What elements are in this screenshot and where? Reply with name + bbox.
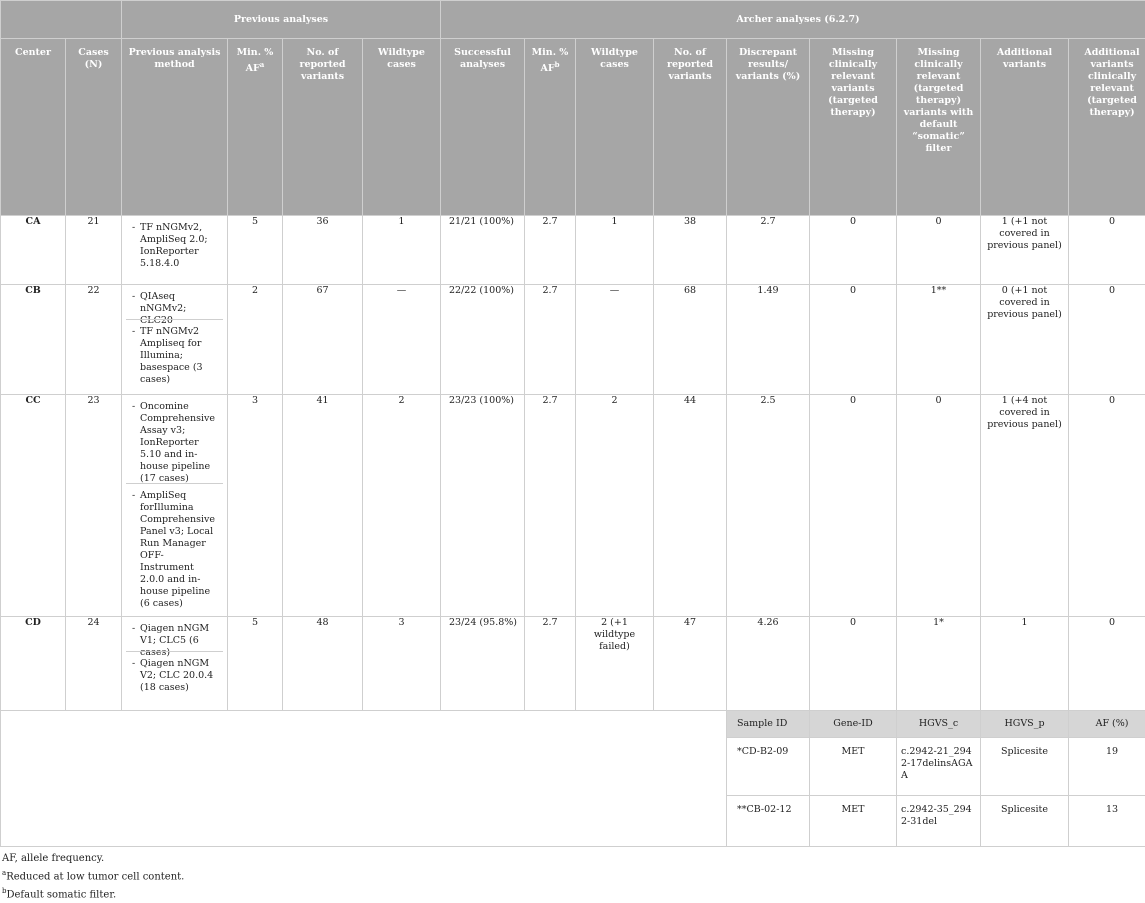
subtable-header-gene-id: Gene-ID: [810, 711, 897, 738]
subtable-af: 13: [1069, 796, 1145, 847]
col-header-previous-variants: No. of reported variants: [283, 39, 363, 216]
col-header-missing: Missing clinically relevant variants (targeted therapy): [810, 39, 897, 216]
col-header-archer-wildtype: Wildtype cases: [576, 39, 654, 216]
missing-somatic-cell: 0: [897, 395, 981, 617]
subtable-hgvs-p: Splicesite: [981, 796, 1069, 847]
footnote-b: [2, 884, 1145, 902]
archer-wildtype-cell: 2 (+1 wildtype failed): [576, 617, 654, 711]
archer-wildtype-cell: 1: [576, 216, 654, 285]
footnote-marker-b: b: [555, 60, 560, 69]
footnote-marker-a: a: [260, 60, 265, 69]
group-header-blank: [1, 1, 122, 39]
subtable-blank-area: [1, 711, 727, 847]
successful-cell: 23/24 (95.8%): [441, 617, 525, 711]
successful-cell: 23/23 (100%): [441, 395, 525, 617]
footnote-b-text: Default somatic filter.: [6, 890, 116, 901]
prev-min-af-cell: 2: [228, 285, 283, 395]
subtable-header-af: AF (%): [1069, 711, 1145, 738]
subtable-hgvs-p: Splicesite: [981, 738, 1069, 796]
prev-variants-cell: 48: [283, 617, 363, 711]
footnote-af: AF, allele frequency.: [2, 851, 1145, 866]
archer-min-af-cell: 2.7: [525, 216, 576, 285]
col-header-previous-min-af: [228, 39, 283, 216]
cases-cell: 23: [66, 395, 122, 617]
additional-relevant-cell: 0: [1069, 216, 1145, 285]
additional-relevant-cell: 0: [1069, 617, 1145, 711]
subtable-sample-id: **CB-02-12: [727, 796, 810, 847]
archer-min-af-cell: 2.7: [525, 617, 576, 711]
prev-min-af-cell: 5: [228, 617, 283, 711]
missing-cell: 0: [810, 395, 897, 617]
method-cell: [122, 285, 228, 395]
center-cell: CC: [1, 395, 66, 617]
prev-wildtype-cell: —: [363, 285, 441, 395]
discrepant-cell: 1.49: [727, 285, 810, 395]
cases-cell: 21: [66, 216, 122, 285]
prev-wildtype-cell: 2: [363, 395, 441, 617]
cases-cell: 22: [66, 285, 122, 395]
method-item: - AmpliSeq forIllumina Comprehensive Panel v3; Local Run Manager OFF-Instrument 2.0.0 and in-house pipeline (6 cases): [126, 483, 223, 616]
subtable-header-row: [1, 711, 1145, 738]
center-cell: CA: [1, 216, 66, 285]
method-item: - Oncomine Comprehensive Assay v3; IonReporter 5.10 and in-house pipeline (17 cases): [126, 395, 223, 483]
col-header-previous-min-af-text: Min. % AF: [237, 47, 274, 74]
subtable-af: 19: [1069, 738, 1145, 796]
missing-somatic-cell: 1*: [897, 617, 981, 711]
prev-variants-cell: 41: [283, 395, 363, 617]
footnote-b-mark: b: [2, 887, 6, 895]
additional-relevant-cell: 0: [1069, 395, 1145, 617]
method-item: - Qiagen nNGM V1; CLC5 (6 cases): [126, 617, 223, 651]
archer-variants-cell: 68: [654, 285, 727, 395]
center-cell: CB: [1, 285, 66, 395]
discrepant-cell: 4.26: [727, 617, 810, 711]
archer-min-af-cell: 2.7: [525, 285, 576, 395]
col-header-archer-min-af: [525, 39, 576, 216]
cases-cell: 24: [66, 617, 122, 711]
center-cell: CD: [1, 617, 66, 711]
additional-cell: 0 (+1 not covered in previous panel): [981, 285, 1069, 395]
discrepant-cell: 2.7: [727, 216, 810, 285]
method-item: - TF nNGMv2, AmpliSeq 2.0; IonReporter 5.18.4.0: [126, 216, 223, 276]
prev-min-af-cell: 3: [228, 395, 283, 617]
prev-variants-cell: 36: [283, 216, 363, 285]
additional-relevant-cell: 0: [1069, 285, 1145, 395]
missing-cell: 0: [810, 285, 897, 395]
subtable-hgvs-c: c.2942-21_2942-17delinsAGAA: [897, 738, 981, 796]
col-header-archer-min-af-text: Min. % AF: [532, 47, 569, 74]
prev-min-af-cell: 5: [228, 216, 283, 285]
col-header-center: Center: [1, 39, 66, 216]
table-row: [1, 617, 1145, 711]
archer-wildtype-cell: —: [576, 285, 654, 395]
discrepant-cell: 2.5: [727, 395, 810, 617]
method-cell: [122, 395, 228, 617]
col-header-cases: Cases (N): [66, 39, 122, 216]
subtable-sample-id: *CD-B2-09: [727, 738, 810, 796]
col-header-archer-variants: No. of reported variants: [654, 39, 727, 216]
method-item: - QIAseq nNGMv2; CLC20: [126, 285, 223, 319]
subtable-hgvs-c: c.2942-35_2942-31del: [897, 796, 981, 847]
subtable-header-hgvs-c: HGVS_c: [897, 711, 981, 738]
col-header-additional-relevant: Additional variants clinically relevant (targeted therapy): [1069, 39, 1145, 216]
archer-variants-cell: 47: [654, 617, 727, 711]
footnote-a-mark: a: [2, 869, 6, 877]
table-footnotes: [0, 847, 1145, 903]
archer-variants-cell: 44: [654, 395, 727, 617]
successful-cell: 21/21 (100%): [441, 216, 525, 285]
method-item: - Qiagen nNGM V2; CLC 20.0.4 (18 cases): [126, 651, 223, 700]
table-row: [1, 216, 1145, 285]
col-header-missing-somatic: Missing clinically relevant (targeted therapy) variants with default “somatic” filter: [897, 39, 981, 216]
archer-variants-cell: 38: [654, 216, 727, 285]
footnote-a-text: Reduced at low tumor cell content.: [6, 871, 184, 882]
additional-cell: 1: [981, 617, 1069, 711]
subtable-gene-id: MET: [810, 738, 897, 796]
col-header-additional: Additional variants: [981, 39, 1069, 216]
method-item: - TF nNGMv2 Ampliseq for Illumina; basespace (3 cases): [126, 319, 223, 392]
archer-wildtype-cell: 2: [576, 395, 654, 617]
group-header-previous: Previous analyses: [122, 1, 441, 39]
col-header-successful: Successful analyses: [441, 39, 525, 216]
missing-cell: 0: [810, 216, 897, 285]
subtable-header-hgvs-p: HGVS_p: [981, 711, 1069, 738]
col-header-previous-wildtype: Wildtype cases: [363, 39, 441, 216]
table-row: [1, 285, 1145, 395]
subtable-header-sample-id: Sample ID: [727, 711, 810, 738]
col-header-discrepant: Discrepant results/ variants (%): [727, 39, 810, 216]
missing-somatic-cell: 1**: [897, 285, 981, 395]
method-cell: [122, 216, 228, 285]
prev-variants-cell: 67: [283, 285, 363, 395]
archer-min-af-cell: 2.7: [525, 395, 576, 617]
prev-wildtype-cell: 3: [363, 617, 441, 711]
group-header-archer: Archer analyses (6.2.7): [441, 1, 1145, 39]
method-cell: [122, 617, 228, 711]
table-row: [1, 395, 1145, 617]
additional-cell: 1 (+1 not covered in previous panel): [981, 216, 1069, 285]
additional-cell: 1 (+4 not covered in previous panel): [981, 395, 1069, 617]
missing-cell: 0: [810, 617, 897, 711]
successful-cell: 22/22 (100%): [441, 285, 525, 395]
prev-wildtype-cell: 1: [363, 216, 441, 285]
subtable-gene-id: MET: [810, 796, 897, 847]
missing-somatic-cell: 0: [897, 216, 981, 285]
col-header-previous-method: Previous analysis method: [122, 39, 228, 216]
